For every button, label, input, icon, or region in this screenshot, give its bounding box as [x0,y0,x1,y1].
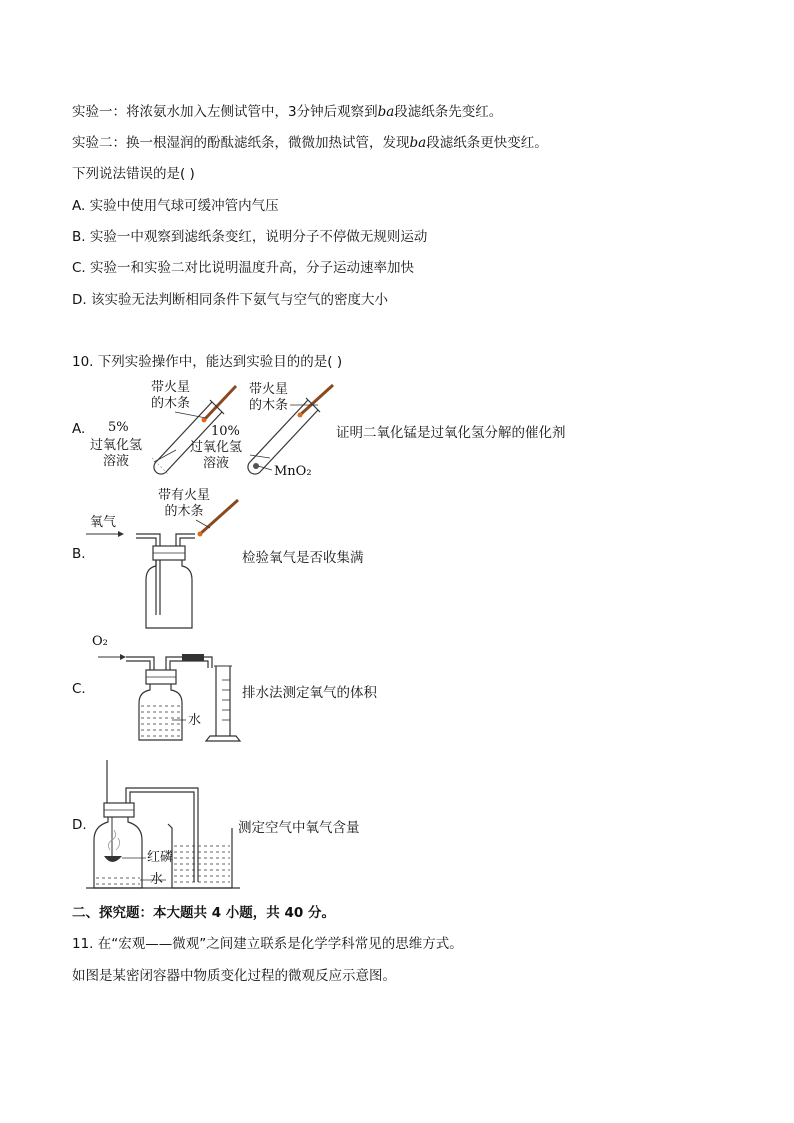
exp2-part-a: 实验二：换一根湿润的酚酞滤纸条，微微加热试管，发现 [72,135,410,151]
option-b-description: 检验氧气是否收集满 [242,550,364,566]
oxygen-label-b: 氧气 [90,515,117,530]
concentration-label-2: 10% [211,424,240,439]
option-b-letter: B. [72,546,86,562]
question-11-text: 11. 在“宏观——微观”之间建立联系是化学学科常见的思维方式。 [72,936,463,952]
question-10-prompt: 10. 下列实验操作中，能达到实验目的的是( ) [72,354,343,370]
exp1-part-a: 实验一：将浓氨水加入左侧试管中，3分钟后观察到 [72,104,378,120]
water-label-d: 水 [150,872,164,887]
solution-label-1-text: 过氧化氢 溶液 [90,438,143,469]
option-a-description: 证明二氧化锰是过氧化氢分解的催化剂 [336,425,566,441]
water-label-c: 水 [188,713,202,728]
exp1-segment: ba [377,104,395,120]
pointer-solution-2 [250,455,270,458]
splint-label-b-text: 带有火星 的木条 [158,488,211,519]
option-c-description: 排水法测定氧气的体积 [242,685,377,701]
option-a-letter: A. [72,421,86,437]
splint-label-1 [151,380,190,412]
exp2-part-b: 段滤纸条更快变红。 [426,135,548,151]
splint-label-b [158,488,210,520]
q9-option-c: C. 实验一和实验二对比说明温度升高，分子运动速率加快 [72,260,415,276]
option-c-letter: C. [72,681,86,697]
glowing-tip-2 [298,413,303,418]
solution-label-1 [90,438,142,470]
exp2-segment: ba [409,135,427,151]
splint-label-1-text: 带火星 的木条 [151,380,191,411]
splint-label-2 [249,382,288,414]
combustion-spoon [104,856,122,862]
solution-label-2-text: 过氧化氢 溶液 [190,440,243,471]
o2-label-c: O₂ [92,634,108,649]
question-11-subtext: 如图是某密闭容器中物质变化过程的微观反应示意图。 [72,968,396,984]
q9-option-a: A. 实验中使用气球可缓冲管内气压 [72,198,279,214]
phosphorus-label-d: 红磷 [147,850,174,865]
option-d-letter: D. [72,817,87,833]
phosphorus-apparatus-d [86,760,240,888]
wooden-splint-2 [300,385,333,415]
exp1-part-b: 段滤纸条先变红。 [394,104,503,120]
concentration-label-1: 5% [108,420,129,435]
question-9-prompt: 下列说法错误的是( ) [72,166,195,182]
water-displacement-c [98,654,240,741]
solution-label-2 [190,440,242,472]
q9-option-b: B. 实验一中观察到滤纸条变红，说明分子不停做无规则运动 [72,229,428,245]
section-2-heading: 二、探究题：本大题共 4 小题，共 40 分。 [72,905,335,921]
q9-option-d: D. 该实验无法判断相同条件下氨气与空气的密度大小 [72,292,388,308]
option-d-description: 测定空气中氧气含量 [238,820,360,836]
mno2-label: MnO₂ [274,464,312,479]
splint-label-2-text: 带火星 的木条 [249,382,289,413]
